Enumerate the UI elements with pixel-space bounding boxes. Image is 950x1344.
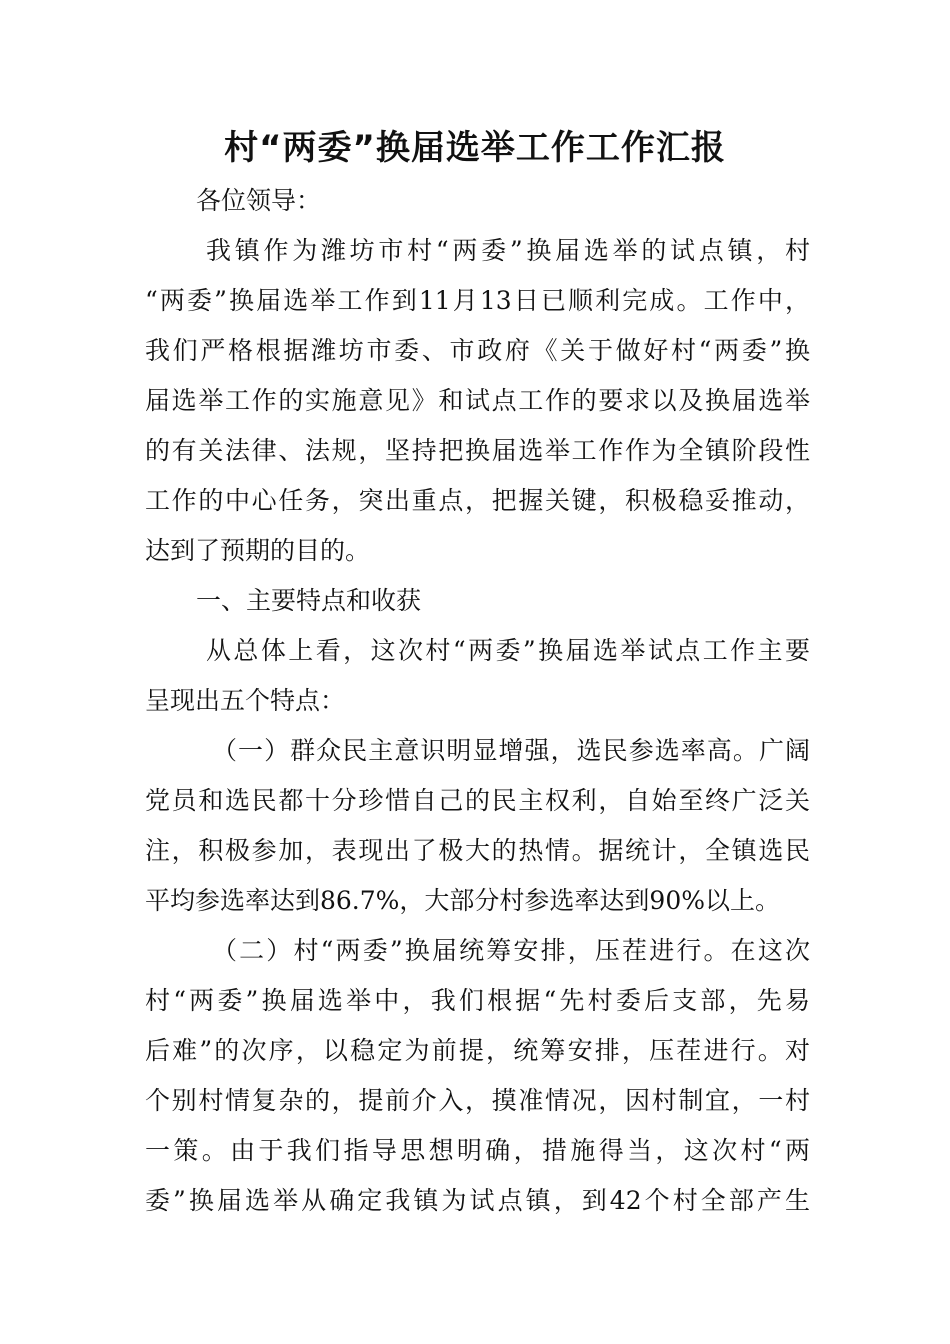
paragraph-line: 我镇作为潍坊市村“两委”换届选举的试点镇，村	[206, 236, 810, 265]
section-heading: 一、主要特点和收获	[196, 586, 422, 615]
paragraph-line: 一策。由于我们指导思想明确，措施得当，这次村“两	[145, 1136, 810, 1165]
paragraph-line: 届选举工作的实施意见》和试点工作的要求以及换届选举	[145, 386, 810, 415]
paragraph-line: 从总体上看，这次村“两委”换届选举试点工作主要	[206, 636, 810, 665]
paragraph-line: 达到了预期的目的。	[145, 536, 371, 565]
paragraph-line: “两委”换届选举工作到11月13日已顺利完成。工作中，	[145, 286, 810, 315]
paragraph-line: 注，积极参加，表现出了极大的热情。据统计，全镇选民	[145, 836, 810, 865]
paragraph-line: 个别村情复杂的，提前介入，摸准情况，因村制宜，一村	[145, 1086, 810, 1115]
paragraph-line: 工作的中心任务，突出重点，把握关键，积极稳妥推动，	[145, 486, 810, 515]
paragraph-line: （一）群众民主意识明显增强，选民参选率高。广阔	[212, 736, 810, 765]
paragraph-line: 呈现出五个特点：	[145, 686, 346, 715]
paragraph-line: 平均参选率达到86.7%，大部分村参选率达到90%以上。	[145, 886, 780, 915]
document-title: 村“两委”换届选举工作工作汇报	[224, 128, 726, 168]
paragraph-line: 的有关法律、法规，坚持把换届选举工作作为全镇阶段性	[145, 436, 810, 465]
salutation: 各位领导：	[196, 186, 322, 215]
paragraph-line: 党员和选民都十分珍惜自己的民主权利，自始至终广泛关	[145, 786, 810, 815]
paragraph-line: 后难”的次序，以稳定为前提，统筹安排，压茬进行。对	[145, 1036, 810, 1065]
paragraph-line: 村“两委”换届选举中，我们根据“先村委后支部，先易	[145, 986, 810, 1015]
paragraph-line: （二）村“两委”换届统筹安排，压茬进行。在这次	[212, 936, 810, 965]
paragraph-line: 我们严格根据潍坊市委、市政府《关于做好村“两委”换	[145, 336, 810, 365]
paragraph-line: 委”换届选举从确定我镇为试点镇，到42个村全部产生	[145, 1186, 810, 1215]
